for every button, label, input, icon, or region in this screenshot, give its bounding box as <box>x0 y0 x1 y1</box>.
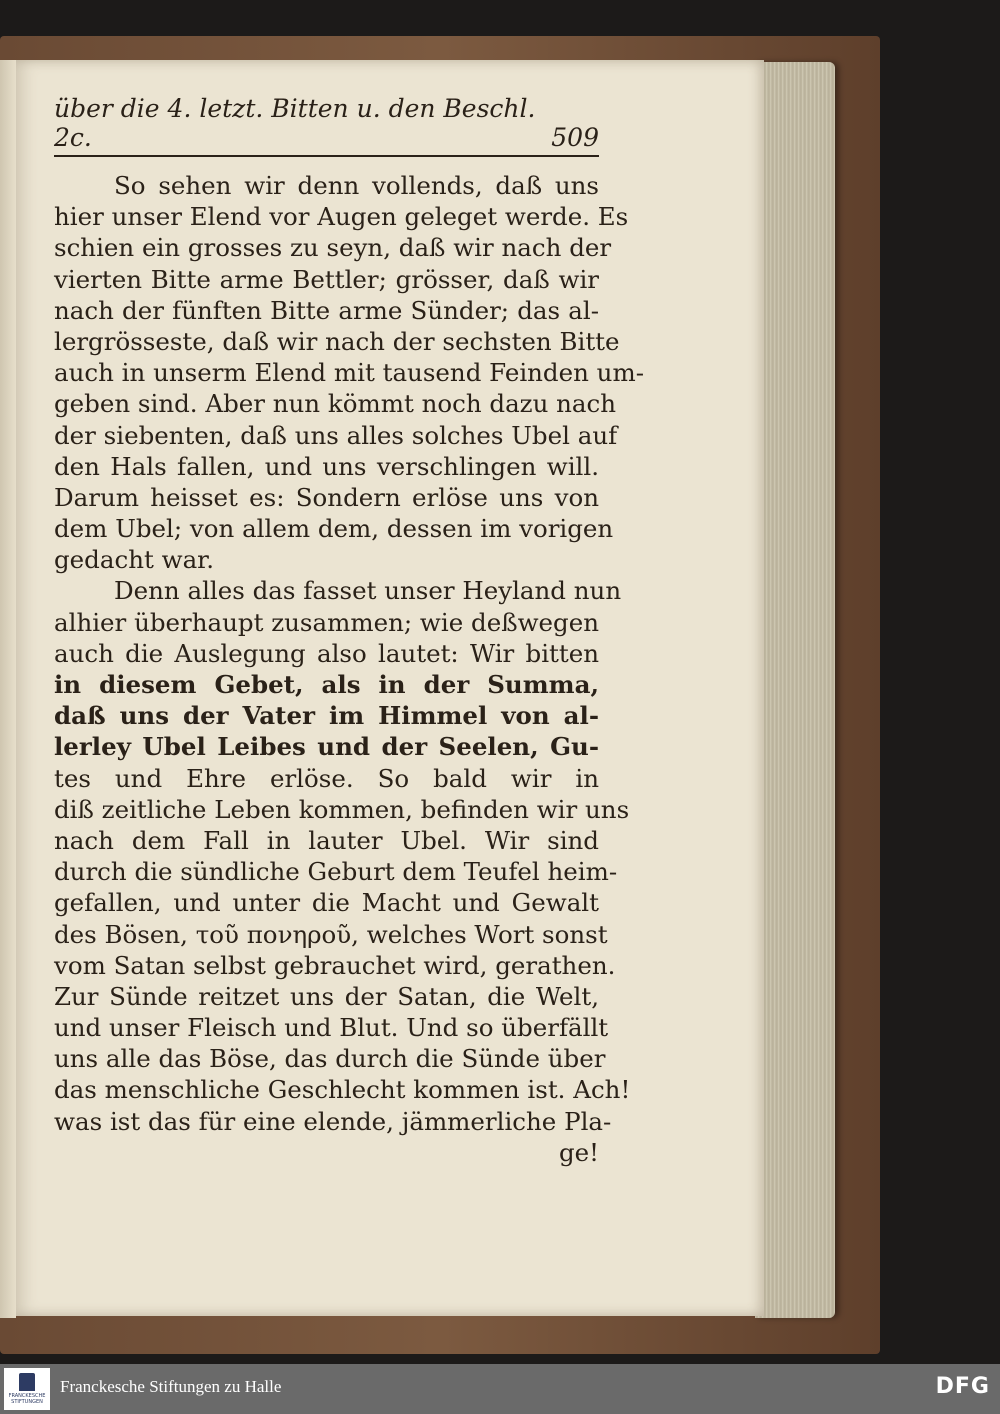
text-line: lerley Ubel Leibes und der Seelen, Gu- <box>54 732 599 762</box>
text-line: durch die sündliche Geburt dem Teufel heim- <box>54 857 618 887</box>
text-line: was ist das für eine elende, jämmerliche Pla- <box>54 1106 612 1136</box>
text-line: geben sind. Aber nun kömmt noch dazu nach <box>54 389 617 419</box>
page-edges <box>755 62 835 1318</box>
text-line: der siebenten, daß uns alles solches Ubel auf <box>54 420 618 450</box>
dfg-logo: DFG <box>935 1374 990 1399</box>
text-line: lergrösseste, daß wir nach der sechsten Bitte <box>54 326 620 356</box>
text-line: gefallen, und unter die Macht und Gewalt <box>54 888 599 918</box>
text-line: ge! <box>558 1137 599 1167</box>
text-line: den Hals fallen, und uns verschlingen will. <box>54 451 599 481</box>
text-line: tes und Ehre erlöse. So bald wir in <box>54 763 599 793</box>
logo-text: FRANCKESCHE STIFTUNGEN <box>8 1393 46 1405</box>
running-header <box>54 94 599 152</box>
text-line: dem Ubel; von allem dem, dessen im vorigen <box>54 514 614 544</box>
book-page <box>16 60 764 1316</box>
text-line: uns alle das Böse, das durch die Sünde über <box>54 1044 606 1074</box>
text-line: nach der fünften Bitte arme Sünder; das al- <box>54 295 599 325</box>
text-line: daß uns der Vater im Himmel von al- <box>54 701 599 731</box>
text-line: So sehen wir denn vollends, daß uns <box>114 171 599 200</box>
institution-logo <box>4 1368 50 1410</box>
text-line: Darum heisset es: Sondern erlöse uns von <box>54 482 599 512</box>
text-line: hier unser Elend vor Augen geleget werde. Es <box>54 202 629 232</box>
body-text <box>54 170 644 1168</box>
facing-page-edge <box>0 60 16 1318</box>
text-line: nach dem Fall in lauter Ubel. Wir sind <box>54 825 599 855</box>
text-line: des Bösen, τοῦ πονηροῦ, welches Wort sonst <box>54 919 608 949</box>
text-line: gedacht war. <box>54 545 214 575</box>
text-line: und unser Fleisch und Blut. Und so überfällt <box>54 1013 609 1043</box>
text-line: Denn alles das fasset unser Heyland nun <box>114 576 622 606</box>
footer-title: Franckesche Stiftungen zu Halle <box>60 1377 282 1396</box>
header-rule <box>54 155 599 157</box>
running-head-title: über die 4. letzt. Bitten u. den Beschl. 2c. <box>54 94 536 152</box>
text-line: Zur Sünde reitzet uns der Satan, die Welt, <box>54 981 599 1011</box>
text-line: schien ein grosses zu seyn, daß wir nach der <box>54 233 612 263</box>
footer-bar <box>0 1364 1000 1414</box>
text-line: vom Satan selbst gebrauchet wird, gerathen. <box>54 950 616 980</box>
text-line: auch die Auslegung also lautet: Wir bitten <box>54 638 599 668</box>
text-line: diß zeitliche Leben kommen, befinden wir uns <box>54 794 630 824</box>
text-line: auch in unserm Elend mit tausend Feinden um- <box>54 358 644 388</box>
text-line: das menschliche Geschlecht kommen ist. Ach! <box>54 1075 631 1105</box>
page-number: 509 <box>551 123 599 152</box>
text-line: vierten Bitte arme Bettler; grösser, daß wir <box>54 264 599 294</box>
text-line: in diesem Gebet, als in der Summa, <box>54 670 599 699</box>
emblem-icon <box>19 1373 35 1391</box>
text-line: alhier überhaupt zusammen; wie deßwegen <box>54 607 599 637</box>
